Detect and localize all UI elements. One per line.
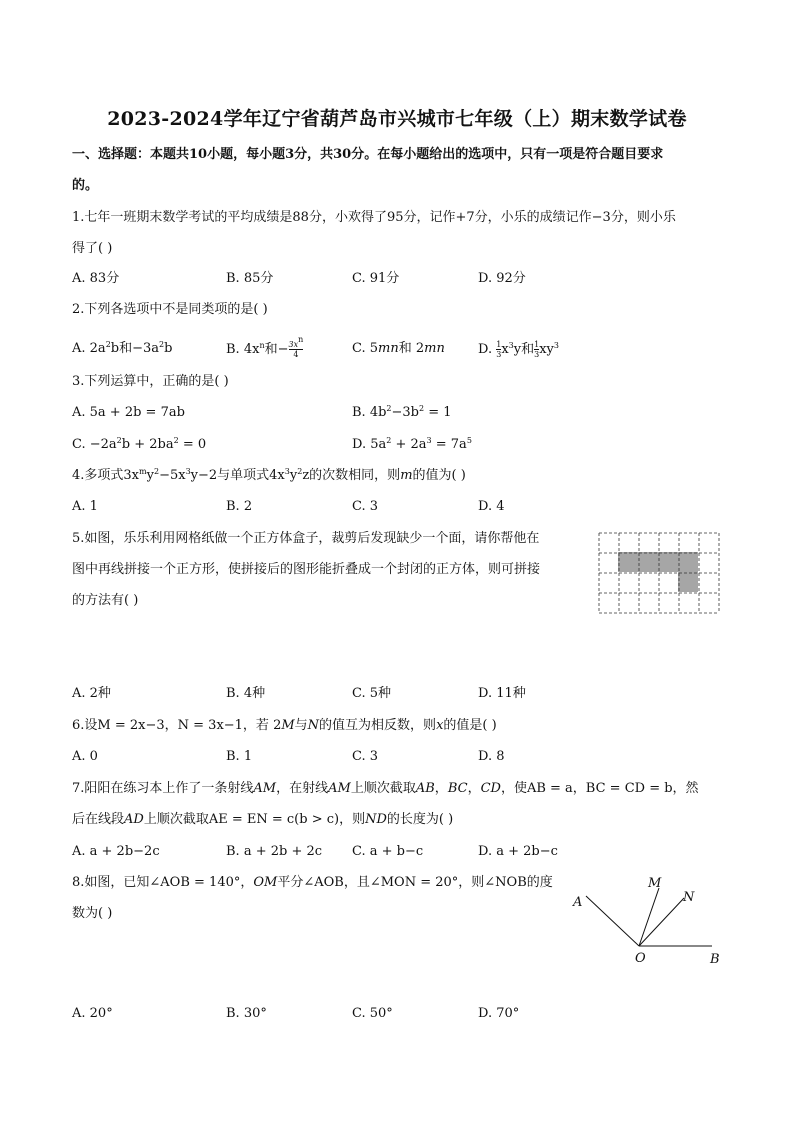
label-n: N: [683, 890, 695, 905]
label-b: B: [710, 952, 720, 967]
section-heading-line2: 的。: [72, 178, 99, 193]
q6-option-a[interactable]: A. 0: [72, 749, 98, 764]
q7-option-a[interactable]: A. a + 2b−2c: [72, 844, 160, 859]
q4-option-d[interactable]: D. 4: [478, 499, 505, 514]
label-m: M: [648, 876, 662, 891]
q1-option-b[interactable]: B. 85分: [226, 271, 274, 286]
q5-option-d[interactable]: D. 11种: [478, 686, 526, 701]
fraction: $\frac{3x^n}{4}$: [288, 335, 304, 359]
ray-on: [639, 898, 684, 946]
fraction: $\frac{1}{3}$: [534, 340, 540, 359]
q5-option-c[interactable]: C. 5种: [352, 686, 392, 701]
q2-option-b[interactable]: B. $4x^n$和− $\frac{3x^n}{4}$: [226, 335, 304, 359]
q5-option-b[interactable]: B. 4种: [226, 686, 266, 701]
label-a: A: [573, 895, 583, 910]
q6-option-c[interactable]: C. 3: [352, 749, 379, 764]
q4-option-b[interactable]: B. 2: [226, 499, 253, 514]
q7-option-b[interactable]: B. a + 2b + 2c: [226, 844, 323, 859]
q3-option-a[interactable]: A. 5a + 2b = 7ab: [72, 405, 185, 420]
q8-stem-line2: 数为( ): [72, 906, 113, 921]
q1-stem-line1: 1.七年一班期末数学考试的平均成绩是88分，小欢得了95分，记作+7分，小乐的成绩记作−3分，则小乐: [72, 210, 676, 225]
q3-option-b[interactable]: B. $4b^2-3b^2 = 1$: [352, 404, 452, 420]
q7-option-c[interactable]: C. a + b−c: [352, 844, 424, 859]
q8-option-a[interactable]: A. 20°: [72, 1006, 113, 1021]
q3-stem: 3.下列运算中，正确的是( ): [72, 374, 229, 389]
q4-option-a[interactable]: A. 1: [72, 499, 98, 514]
q8-option-b[interactable]: B. 30°: [226, 1006, 267, 1021]
section-heading-line1: 一、选择题：本题共10小题，每小题3分，共30分。在每小题给出的选项中，只有一项是符合题目要求: [72, 147, 664, 162]
q3-option-c[interactable]: C. $-2a^2b + 2ba^2 = 0$: [72, 436, 207, 452]
q8-stem-line1: 8.如图，已知∠AOB = 140°，OM平分∠AOB，且∠MON = 20°，则∠NOB的度: [72, 875, 553, 890]
grid-paper-figure: [598, 532, 720, 614]
label-o: O: [635, 951, 646, 966]
q7-option-d[interactable]: D. a + 2b−c: [478, 844, 558, 859]
q1-stem-line2: 得了( ): [72, 241, 113, 256]
q1-option-a[interactable]: A. 83分: [72, 271, 120, 286]
q6-option-d[interactable]: D. 8: [478, 749, 505, 764]
q1-option-c[interactable]: C. 91分: [352, 271, 400, 286]
q3-option-d[interactable]: D. $5a^2 + 2a^3 = 7a^5$: [352, 436, 472, 452]
q2-option-d[interactable]: D. $\frac{1}{3}$ $x^3y$和 $\frac{1}{3}$ $xy^3$: [478, 340, 559, 359]
ray-oa: [586, 896, 639, 946]
q5-stem-line2: 图中再线拼接一个正方形，使拼接后的图形能折叠成一个封闭的正方体，则可拼接: [72, 562, 541, 577]
page-title: 2023-2024学年辽宁省葫芦岛市兴城市七年级（上）期末数学试卷: [107, 108, 687, 130]
ray-om: [639, 888, 659, 946]
fraction: $\frac{1}{3}$: [496, 340, 502, 359]
q5-stem-line3: 的方法有( ): [72, 593, 139, 608]
q7-stem-line1: 7.阳阳在练习本上作了一条射线AM，在射线AM上顺次截取AB，BC，CD，使AB = a，BC = CD = b，然: [72, 781, 699, 796]
q8-option-c[interactable]: C. 50°: [352, 1006, 393, 1021]
q1-option-d[interactable]: D. 92分: [478, 271, 526, 286]
q6-option-b[interactable]: B. 1: [226, 749, 253, 764]
shaded-row: [618, 552, 698, 572]
q5-stem-line1: 5.如图，乐乐利用网格纸做一个正方体盒子，裁剪后发现缺少一个面，请你帮他在: [72, 531, 540, 546]
q2-stem: 2.下列各选项中不是同类项的是( ): [72, 302, 268, 317]
q6-stem: 6.设M = 2x−3，N = 3x−1，若 2M与N的值互为相反数，则x的值是( ): [72, 718, 497, 733]
q4-option-c[interactable]: C. 3: [352, 499, 379, 514]
q5-option-a[interactable]: A. 2种: [72, 686, 111, 701]
q2-option-c[interactable]: C. 5mn和 2mn: [352, 341, 445, 356]
shaded-square: [678, 572, 698, 592]
q2-option-a[interactable]: A. $2a^2b$和$-3a^2b$: [72, 340, 173, 356]
q4-stem: 4.多项式$3x^my^2-5x^3y-2$与单项式$4x^3y^2z$的次数相同，则m的值为( ): [72, 467, 466, 483]
angle-figure: [566, 870, 736, 970]
q8-option-d[interactable]: D. 70°: [478, 1006, 520, 1021]
q7-stem-line2: 后在线段AD上顺次截取AE = EN = c(b > c)，则ND的长度为( ): [72, 812, 454, 827]
